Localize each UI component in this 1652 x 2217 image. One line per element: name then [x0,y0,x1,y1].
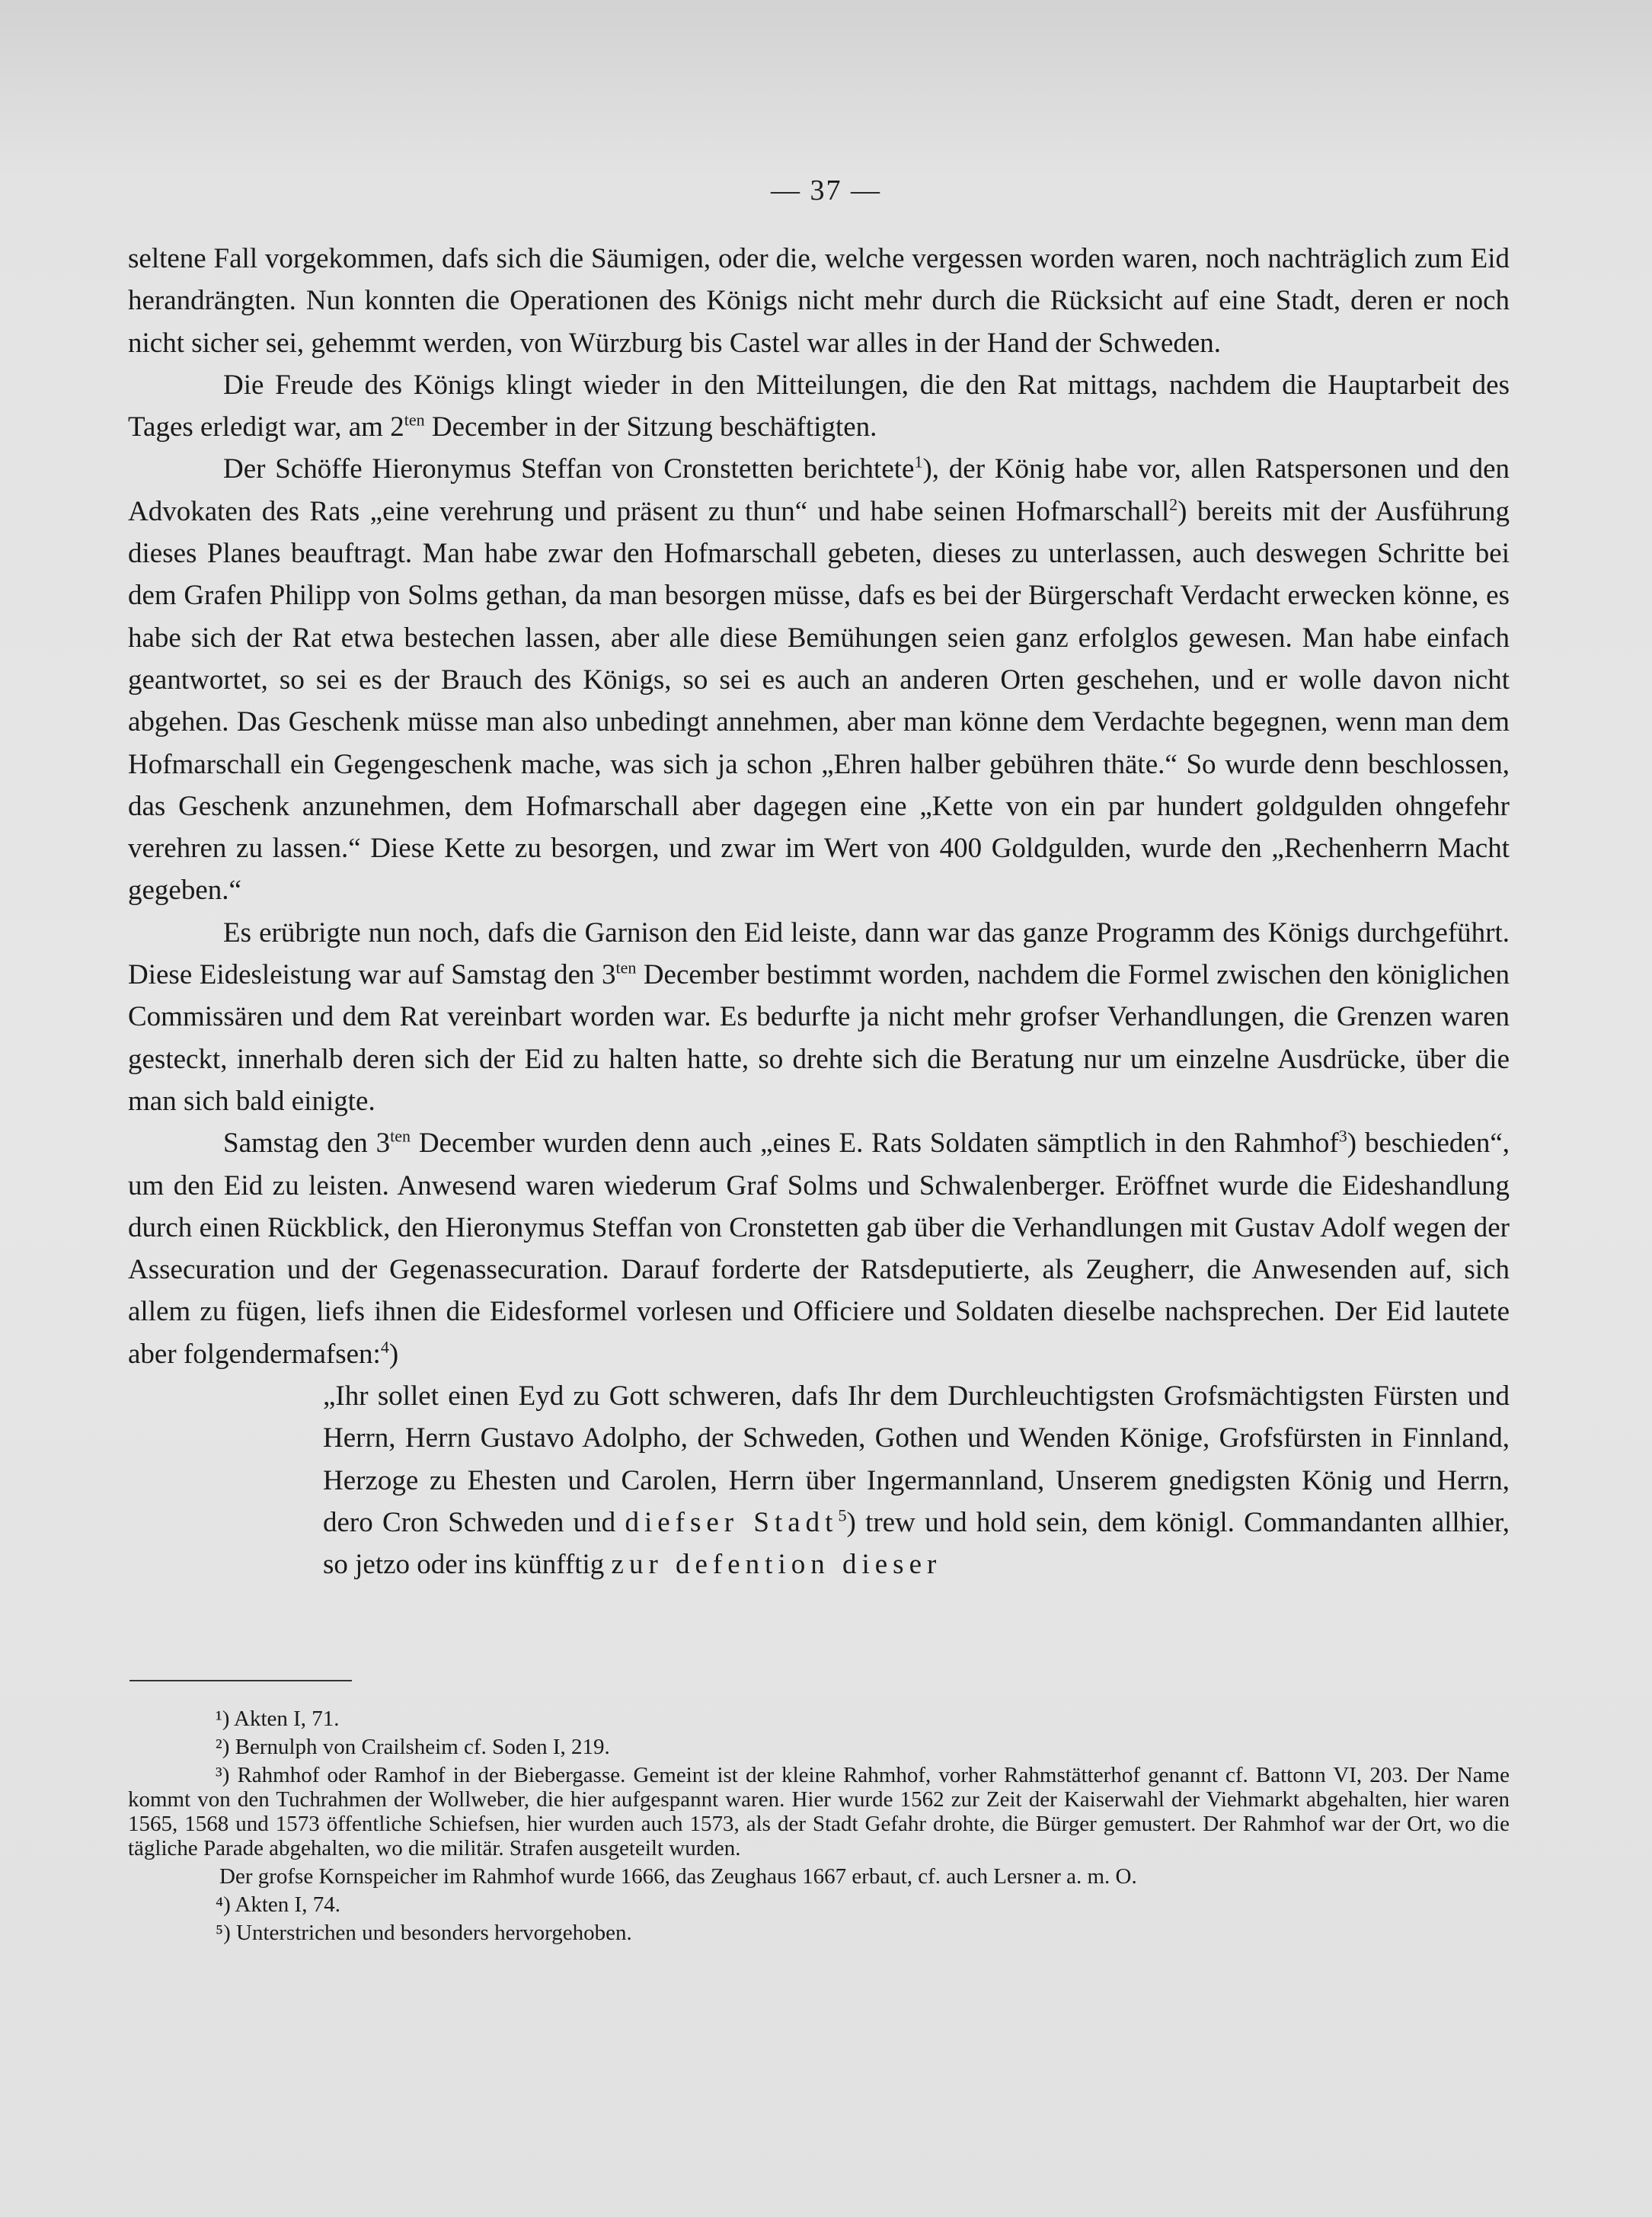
superscript-ten: ten [390,1126,411,1146]
footnote-ref-2[interactable]: 2 [1169,494,1178,514]
footnote-4: ⁴) Akten I, 74. [216,1892,340,1917]
paragraph-2-text-a: Die Freude des Königs klingt wieder in den Mitteilungen, die den Rat mittags, nachdem die Hauptarbeit des Tages erledigt war, am 2 [128,369,1510,443]
paragraph-5-text-a: Samstag den 3 [223,1128,391,1160]
paragraph-2 [128,364,1510,449]
footnotes [128,1707,1510,1949]
paragraph-3-text-a: Der Schöffe Hieronymus Steffan von Cronstetten berichtete [223,453,915,485]
paragraph-1 [128,238,1510,364]
quote-spaced-a: diefser Stadt [625,1506,839,1538]
footnote-ref-4[interactable]: 4 [380,1337,389,1357]
paragraph-3-text-b: ), der König habe vor, allen Ratspersonen und den Advokaten des Rats „eine verehrung und präsent zu thun“ und habe seinen Hofmarschall [128,453,1510,527]
quote-spaced-b: zur defention dieser [611,1549,942,1581]
footnote-2: ²) Bernulph von Crailsheim cf. Soden I, 219. [216,1735,610,1759]
footnote-3-continuation: Der grofse Kornspeicher im Rahmhof wurde 1666, das Zeughaus 1667 erbaut, cf. auch Lersner a. m. O. [219,1864,1137,1889]
paragraph-5-text-d: ) [388,1338,399,1370]
paragraph-5-text-b: December wurden denn auch „eines E. Rats Soldaten sämptlich in den Rahmhof [410,1128,1339,1160]
superscript-ten: ten [404,410,425,430]
footnote-ref-5[interactable]: 5 [838,1505,847,1525]
paragraph-2-text-b: December in der Sitzung beschäftigten. [424,411,877,443]
paragraph-4-text-a: Es erübrigte nun noch, dafs die Garnison den Eid leiste, dann war das ganze Programm des Königs durchgeführt. Diese Eidesleistung war auf Samstag den 3 [128,917,1510,991]
page-number: — 37 — [771,174,881,206]
paragraph-4 [128,912,1510,1122]
footnote-ref-3[interactable]: 3 [1338,1126,1347,1146]
footnote-1: ¹) Akten I, 71. [216,1707,340,1731]
footnote-5: ⁵) Unterstrichen und besonders hervorgehoben. [216,1921,632,1945]
paragraph-3 [128,448,1510,911]
paragraph-5-text-c: ) beschieden“, um den Eid zu leisten. Anwesend waren wiederum Graf Solms und Schwalenberger. Eröffnet wurde die Eideshandlung durch einen Rückblick, den Hieronymus Steffan von Cronstetten gab über die Verhandlungen mit Gustav Adolf wegen der Assecuration und der Gegenassecuration. Darauf forderte der Ratsdeputierte, als Zeugherr, die Anwesenden auf, sich allem zu fügen, liefs ihnen die Eidesformel vorlesen und Officiere und Soldaten dieselbe nachsprechen. Der Eid lautete aber folgendermafsen: [128,1128,1510,1370]
quote-text-b: ) trew und hold sein, dem königl. Commandanten allhier, so jetzo oder ins künfftig [323,1506,1510,1581]
superscript-ten: ten [615,958,637,977]
paragraph-1-text: seltene Fall vorgekommen, dafs sich die Säumigen, oder die, welche vergessen worden waren, noch nachträglich zum Eid herandrängten. Nun konnten die Operationen des Königs nicht mehr durch die Rücksicht auf eine Stadt, deren er noch nicht sicher sei, gehemmt werden, von Würzburg bis Castel war alles in der Hand der Schweden. [128,243,1510,359]
paragraph-4-text-b: December bestimmt worden, nachdem die Formel zwischen den königlichen Commissären und dem Rat vereinbart worden war. Es bedurfte ja nicht mehr grofser Verhandlungen, die Grenzen waren gesteckt, innerhalb deren sich der Eid zu halten hatte, so drehte sich die Beratung nur um einzelne Ausdrücke, über die man sich bald einigte. [128,959,1510,1117]
footnote-ref-1[interactable]: 1 [914,453,923,472]
quote-text-a: „Ihr sollet einen Eyd zu Gott schweren, dafs Ihr dem Durchleuchtigsten Grofsmächtigsten Fürsten und Herrn, Herrn Gustavo Adolpho, der Schweden, Gothen und Wenden Könige, Grofsfürsten in Finnland, Herzoge zu Ehesten und Carolen, Herrn über Ingermannland, Unserem gnedigsten König und Herrn, dero Cron Schweden und [323,1380,1510,1538]
paragraph-5 [128,1122,1510,1375]
paragraph-3-text-c: ) bereits mit der Ausführung dieses Planes beauftragt. Man habe zwar den Hofmarschall gebeten, dieses zu unterlassen, auch deswegen Schritte bei dem Grafen Philipp von Solms gethan, da man besorgen müsse, dafs es bei der Bürgerschaft Verdacht erwecken könne, es habe sich der Rat etwa bestechen lassen, aber alle diese Bemühungen seien ganz erfolglos gewesen. Man habe einfach geantwortet, so sei es der Brauch des Königs, so sei es auch an anderen Orten geschehen, und er wolle davon nicht abgehen. Das Geschenk müsse man also unbedingt annehmen, aber man könne dem Verdachte begegnen, wenn man dem Hofmarschall ein Gegengeschenk mache, was sich ja schon „Ehren halber gebühren thäte.“ So wurde denn beschlossen, das Geschenk anzunehmen, dem Hofmarschall aber dagegen eine „Kette von ein par hundert goldgulden ohngefehr verehren zu lassen.“ Diese Kette zu besorgen, und zwar im Wert von 400 Goldgulden, wurde den „Rechenherrn Macht gegeben.“ [128,495,1510,907]
footnote-divider [129,1680,352,1681]
main-text [128,238,1510,1586]
oath-quote [323,1375,1510,1585]
footnote-3: ³) Rahmhof oder Ramhof in der Biebergasse. Gemeint ist der kleine Rahmhof, vorher Rahmstätterhof genannt cf. Battonn VI, 203. Der Name kommt von den Tuchrahmen der Wollweber, die hier aufgespannt waren. Hier wurde 1562 zur Zeit der Kaiserwahl der Viehmarkt abgehalten, hier waren 1565, 1568 und 1573 öffentliche Schiefsen, hier wurden auch 1573, als der Stadt Gefahr drohte, die Bürger gemustert. Der Rahmhof war der Ort, wo die tägliche Parade abgehalten, wo die militär. Strafen ausgeteilt wurden. [128,1763,1510,1860]
